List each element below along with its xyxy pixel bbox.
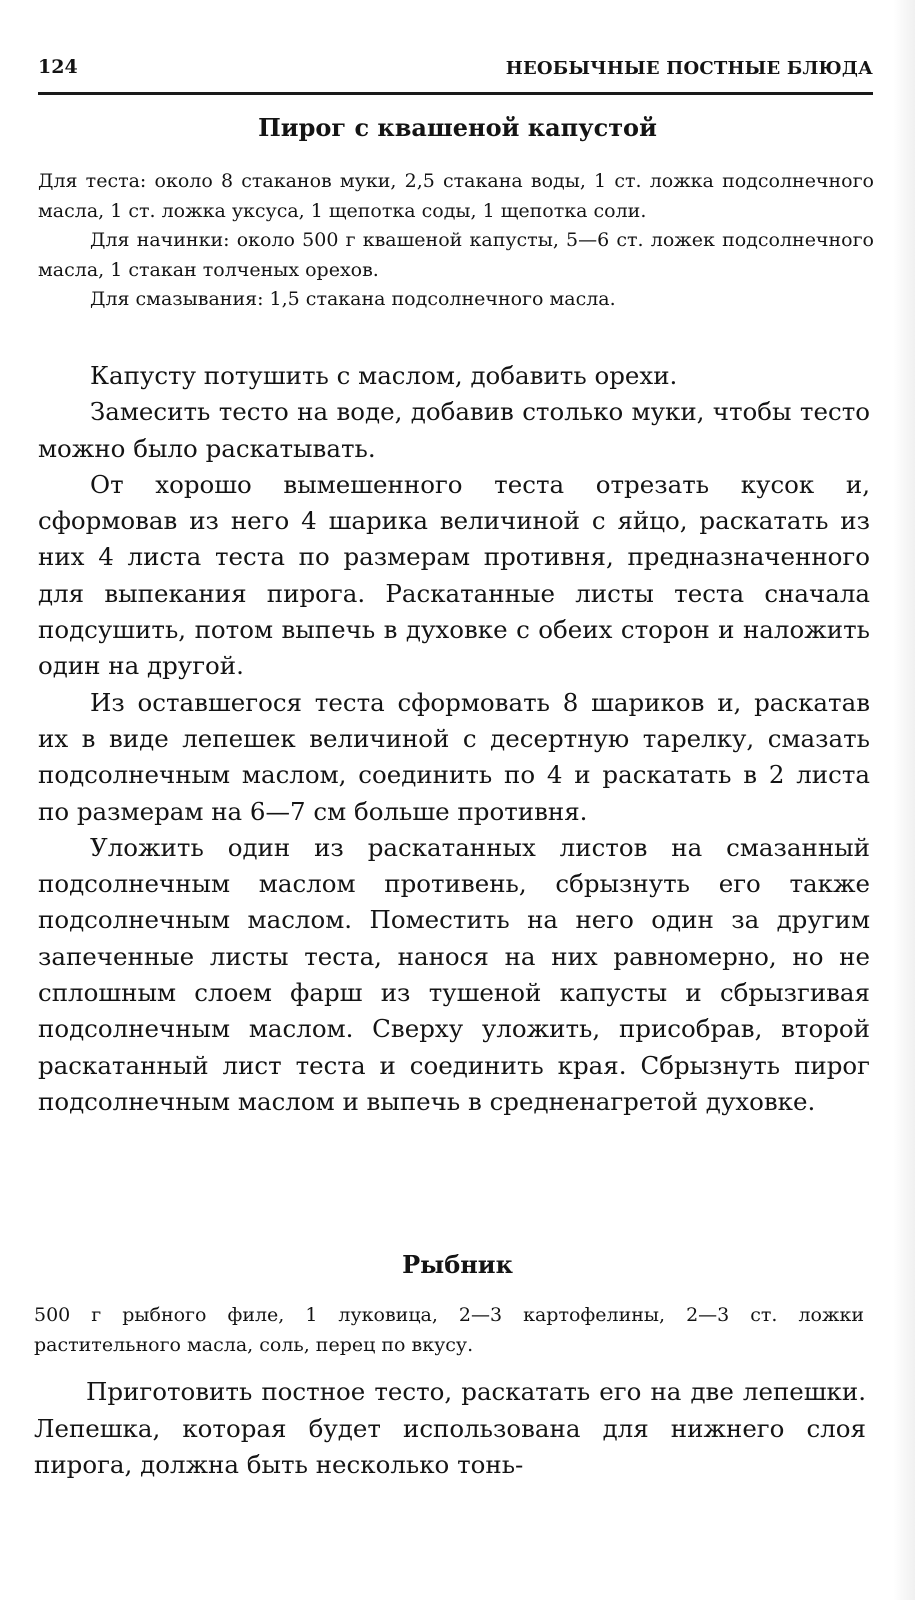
page-header: [38, 52, 873, 95]
recipe-instructions: [34, 1374, 866, 1484]
recipe-title-rybnik: Рыбник: [402, 1250, 513, 1279]
recipe-instructions: [38, 358, 870, 1120]
ingredients-dough: Для теста: около 8 стаканов муки, 2,5 стакана воды, 1 ст. ложка подсолнечного масла, 1 ст. ложка уксуса, 1 щепотка соды, 1 щепотка соли.: [38, 170, 874, 222]
running-title: НЕОБЫЧНЫЕ ПОСТНЫЕ БЛЮДА: [505, 58, 873, 79]
ingredients-list: 500 г рыбного филе, 1 луковица, 2—3 картофелины, 2—3 ст. ложки растительного масла, соль, перец по вкусу.: [34, 1304, 864, 1356]
instruction-paragraph: Уложить один из раскатанных листов на смазанный подсолнечным маслом противень, сбрызнуть его также подсолнечным маслом. Поместить на него один за другим запеченные листы теста, нанося на них равномерно, но не сплошным слоем фарш из тушеной капусты и сбрызгивая подсолнечным маслом. Сверху уложить, присобрав, второй раскатанный лист теста и соединить края. Сбрызнуть пирог подсолнечным маслом и выпечь в средненагретой духовке.: [38, 832, 870, 1116]
page-number: 124: [38, 56, 78, 78]
instruction-paragraph: Замесить тесто на воде, добавив столько муки, чтобы тесто можно было раскатывать.: [38, 397, 870, 463]
recipe-title-pirog: Пирог с квашеной капустой: [258, 113, 657, 142]
ingredients-greasing: Для смазывания: 1,5 стакана подсолнечного масла.: [90, 288, 616, 310]
page-edge-shadow: [893, 0, 915, 1600]
instruction-paragraph: От хорошо вымешенного теста отрезать кусок и, сформовав из него 4 шарика величиной с яйцо, раскатать из них 4 листа теста по размерам противня, предназначенного для выпекания пирога. Раскатанные листы теста сначала подсушить, потом выпечь в духовке с обеих сторон и наложить один на другой.: [38, 469, 870, 681]
instruction-paragraph: Приготовить постное тесто, раскатать его на две лепешки. Лепешка, которая будет использована для нижнего слоя пирога, должна быть несколько тонь-: [34, 1377, 866, 1479]
ingredients-block: [34, 1300, 864, 1360]
ingredients-filling: Для начинки: около 500 г квашеной капусты, 5—6 ст. ложек подсолнечного масла, 1 стакан толченых орехов.: [38, 229, 874, 281]
ingredients-block: [38, 167, 874, 315]
instruction-paragraph: Из оставшегося теста сформовать 8 шариков и, раскатав их в виде лепешек величиной с десертную тарелку, смазать подсолнечным маслом, соединить по 4 и раскатать в 2 листа по размерам на 6—7 см больше противня.: [38, 687, 870, 826]
instruction-paragraph: Капусту потушить с маслом, добавить орехи.: [90, 361, 678, 390]
